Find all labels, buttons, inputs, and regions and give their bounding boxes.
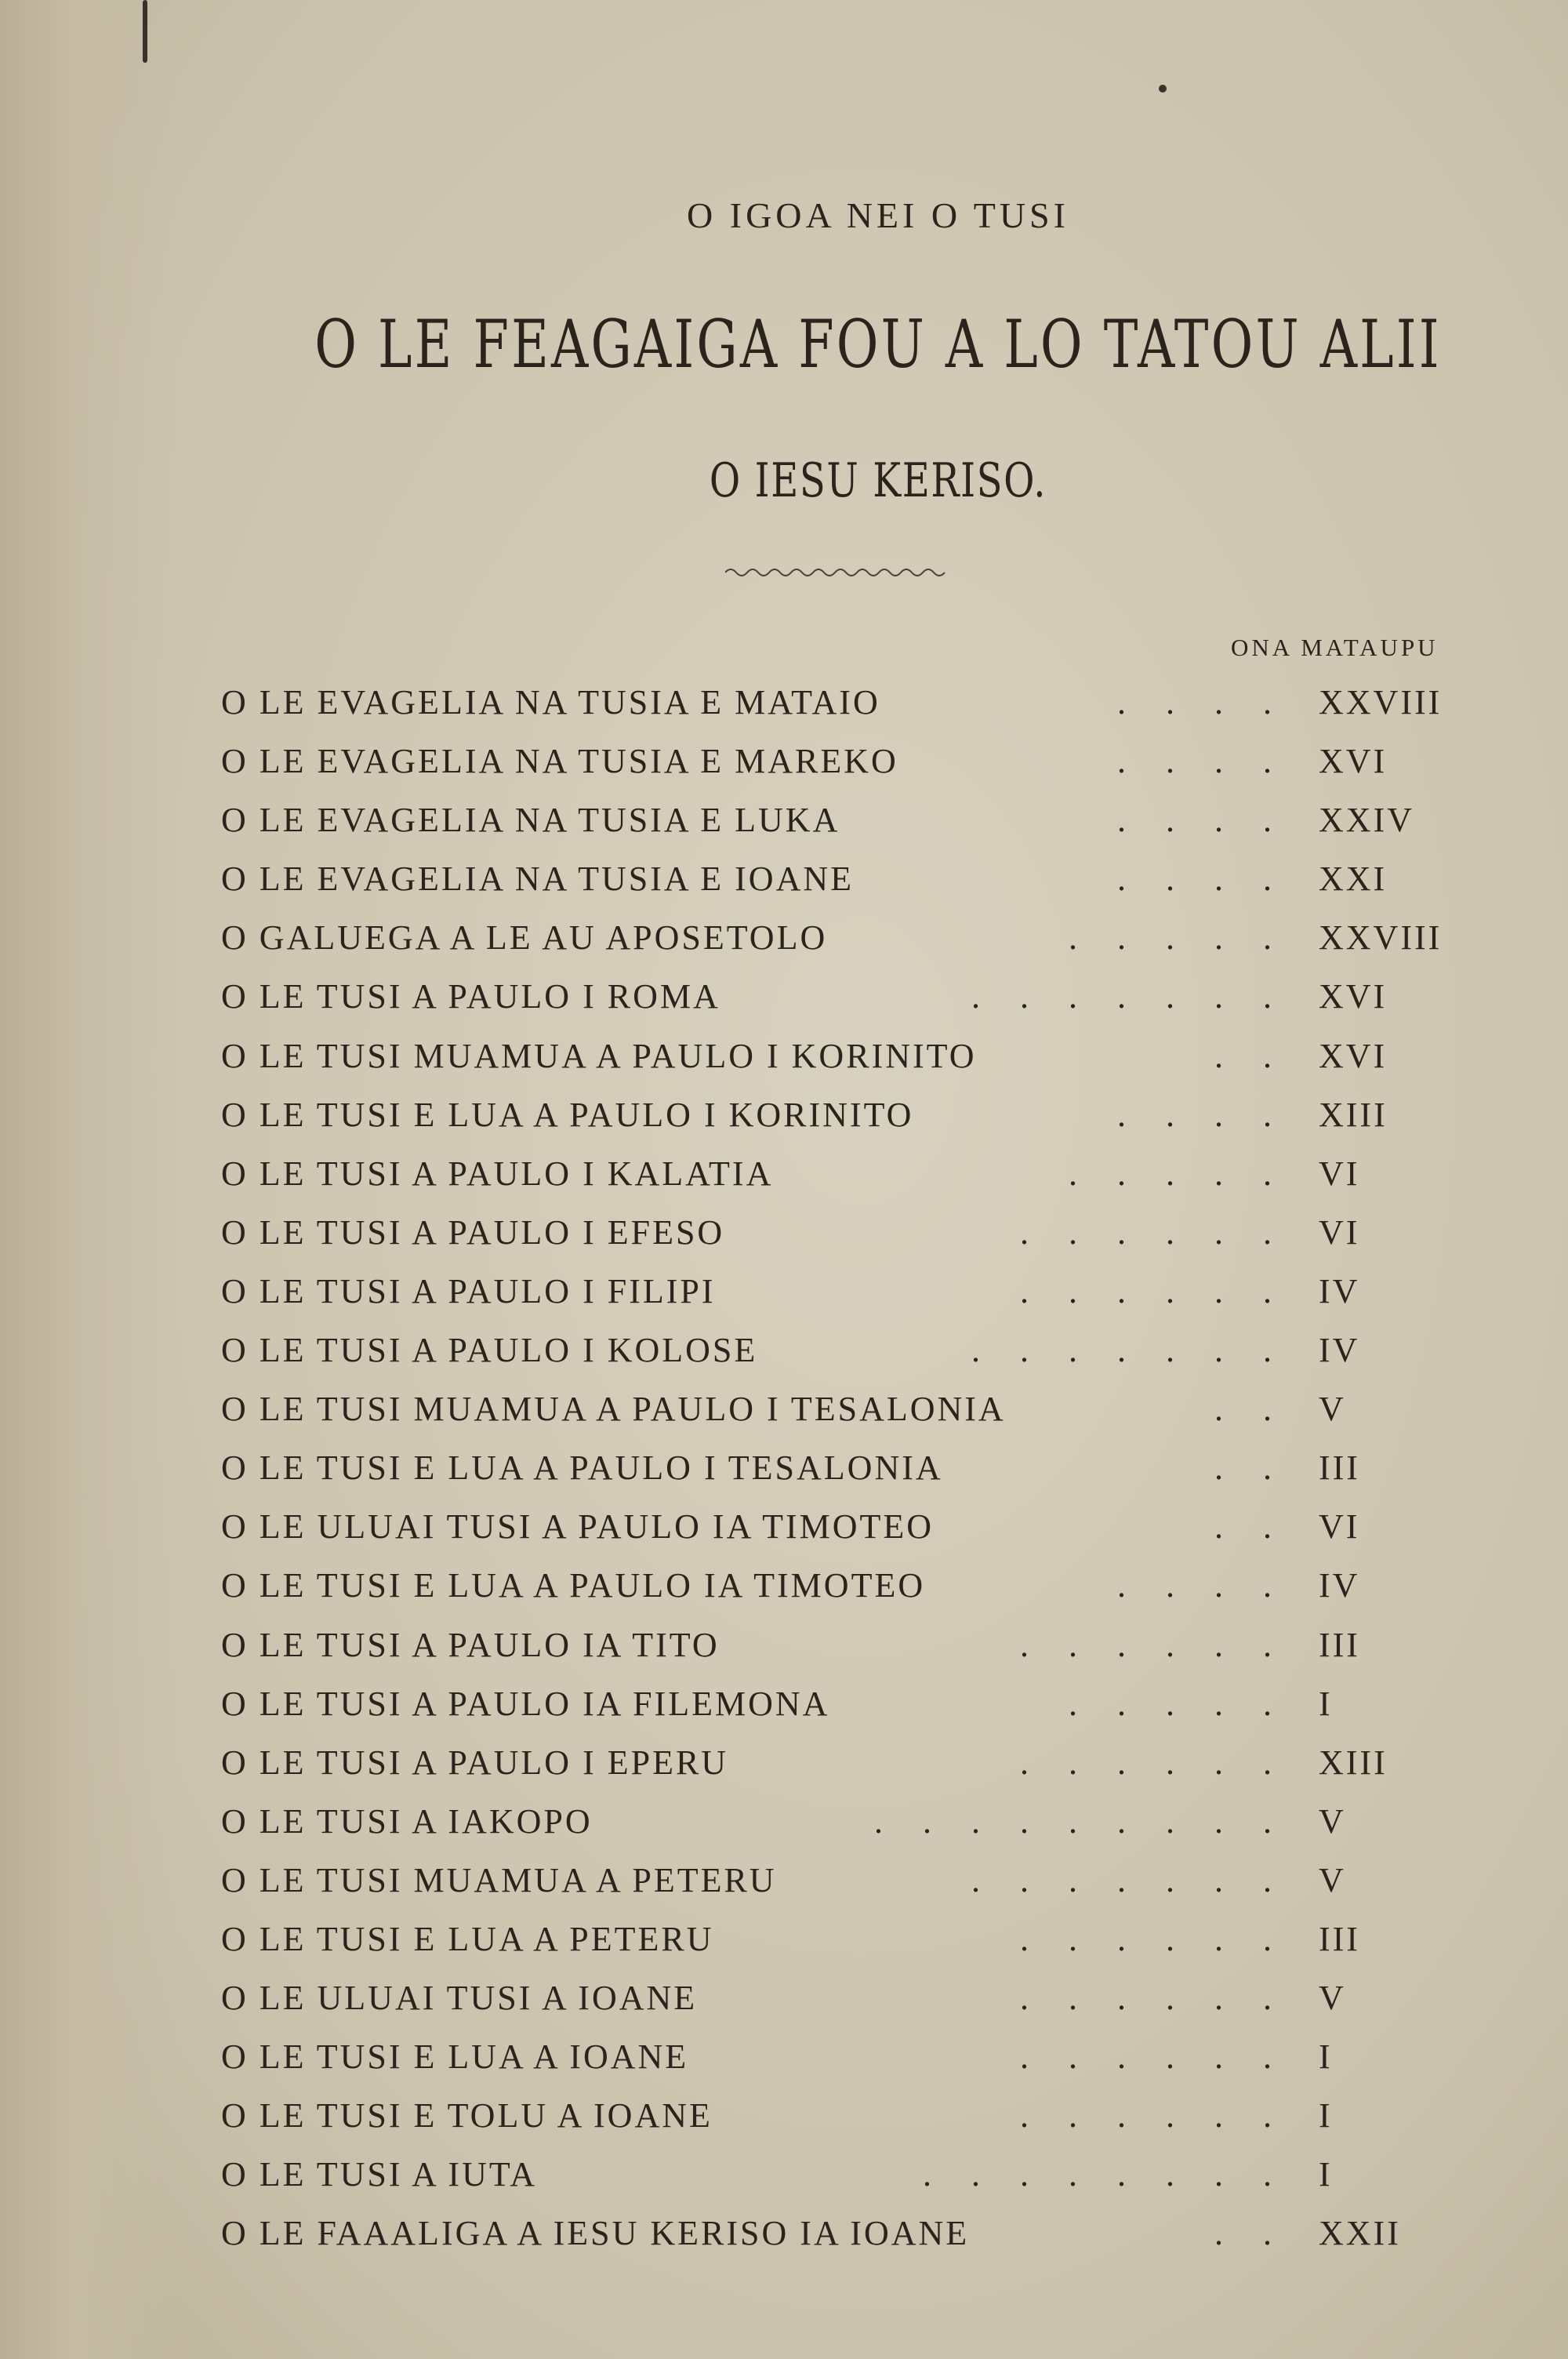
book-title: O LE TUSI E LUA A PAULO I KORINITO bbox=[221, 1095, 914, 1134]
book-title: O LE TUSI E LUA A IOANE bbox=[221, 2037, 689, 2077]
toc-row bbox=[221, 911, 1475, 970]
book-title: O LE TUSI A IUTA bbox=[221, 2155, 537, 2194]
book-title: O LE TUSI A PAULO I EPERU bbox=[221, 1743, 729, 1782]
dot-leader: . . bbox=[1214, 1507, 1272, 1547]
toc-row bbox=[221, 852, 1475, 911]
toc-row bbox=[221, 1324, 1475, 1383]
dot-leader: . . . . . bbox=[1069, 1154, 1272, 1193]
column-header-chapters: ONA MATAUPU bbox=[1231, 634, 1439, 661]
toc-row bbox=[221, 1854, 1475, 1913]
book-title: O LE EVAGELIA NA TUSIA E MATAIO bbox=[221, 683, 880, 722]
toc-row bbox=[221, 735, 1475, 794]
toc-row bbox=[221, 1913, 1475, 1972]
dot-leader: . . . . . . bbox=[1020, 1979, 1272, 2018]
chapter-count: XXII bbox=[1319, 2214, 1401, 2253]
chapter-count: XVI bbox=[1319, 977, 1388, 1016]
chapter-count: IV bbox=[1319, 1566, 1360, 1605]
book-title: O LE TUSI A PAULO IA TITO bbox=[221, 1625, 720, 1664]
chapter-count: XVI bbox=[1319, 1036, 1388, 1075]
book-title: O LE TUSI E LUA A PAULO IA TIMOTEO bbox=[221, 1566, 926, 1605]
page-title: O LE FEAGAIGA FOU A LO TATOU ALII bbox=[314, 306, 1442, 383]
chapter-count: XXVIII bbox=[1319, 683, 1443, 722]
chapter-count: XXVIII bbox=[1319, 918, 1443, 958]
book-title: O LE FAAALIGA A IESU KERISO IA IOANE bbox=[221, 2214, 970, 2253]
dot-leader: . . . . . . . . . bbox=[874, 1801, 1272, 1841]
chapter-count: VI bbox=[1319, 1212, 1360, 1252]
chapter-count: XIII bbox=[1319, 1095, 1388, 1134]
toc-row bbox=[221, 1795, 1475, 1854]
chapter-count: V bbox=[1319, 1860, 1346, 1899]
book-title: O LE TUSI A IAKOPO bbox=[221, 1801, 593, 1841]
chapter-count: XXI bbox=[1319, 860, 1388, 899]
chapter-count: IV bbox=[1319, 1331, 1360, 1370]
book-title: O LE TUSI A PAULO I EFESO bbox=[221, 1212, 725, 1252]
toc-row bbox=[221, 1736, 1475, 1795]
toc-row bbox=[221, 1206, 1475, 1265]
book-title: O LE EVAGELIA NA TUSIA E IOANE bbox=[221, 860, 854, 899]
dot-leader: . . . . bbox=[1117, 1566, 1272, 1605]
chapter-count: XIII bbox=[1319, 1743, 1388, 1782]
dot-leader: . . . . . . bbox=[1020, 1625, 1272, 1664]
toc-row bbox=[221, 1441, 1475, 1500]
dot-leader: . . . . . bbox=[1069, 918, 1272, 958]
book-title: O LE TUSI E TOLU A IOANE bbox=[221, 2096, 713, 2135]
book-title: O LE TUSI E LUA A PAULO I TESALONIA bbox=[221, 1448, 943, 1488]
toc-row bbox=[221, 1619, 1475, 1677]
dot-leader: . . . . . . bbox=[1020, 1743, 1272, 1782]
toc-row bbox=[221, 1677, 1475, 1736]
toc-row bbox=[221, 2148, 1475, 2207]
toc-row bbox=[221, 1265, 1475, 1324]
dot-leader: . . . . . . bbox=[1020, 1212, 1272, 1252]
chapter-count: I bbox=[1319, 1684, 1333, 1723]
chapter-count: III bbox=[1319, 1919, 1360, 1958]
toc-row bbox=[221, 970, 1475, 1029]
chapter-count: V bbox=[1319, 1801, 1346, 1841]
dot-leader: . . . . . . . bbox=[971, 977, 1272, 1016]
toc-row bbox=[221, 1972, 1475, 2030]
dot-leader: . . bbox=[1214, 1390, 1272, 1429]
dot-leader: . . . . . . bbox=[1020, 2096, 1272, 2135]
book-title: O LE TUSI MUAMUA A PETERU bbox=[221, 1860, 777, 1899]
ink-speck bbox=[1159, 85, 1167, 93]
chapter-count: VI bbox=[1319, 1154, 1360, 1193]
chapter-count: VI bbox=[1319, 1507, 1360, 1547]
toc-row bbox=[221, 2207, 1475, 2266]
book-title: O LE TUSI A PAULO I ROMA bbox=[221, 977, 720, 1016]
dot-leader: . . . . bbox=[1117, 742, 1272, 781]
dot-leader: . . . . . bbox=[1069, 1684, 1272, 1723]
dot-leader: . . bbox=[1214, 1036, 1272, 1075]
toc-row bbox=[221, 1030, 1475, 1089]
chapter-count: III bbox=[1319, 1625, 1360, 1664]
dot-leader: . . . . . . bbox=[1020, 1919, 1272, 1958]
chapter-count: V bbox=[1319, 1979, 1346, 2018]
page-subtitle: O IESU KERISO. bbox=[709, 453, 1047, 508]
dot-leader: . . . . . . bbox=[1020, 1271, 1272, 1310]
dot-leader: . . . . bbox=[1117, 683, 1272, 722]
chapter-count: XXIV bbox=[1319, 801, 1414, 840]
book-title: O GALUEGA A LE AU APOSETOLO bbox=[221, 918, 828, 958]
book-title: O LE TUSI A PAULO I KOLOSE bbox=[221, 1331, 758, 1370]
ornament-divider bbox=[725, 565, 953, 580]
book-title: O LE TUSI A PAULO IA FILEMONA bbox=[221, 1684, 830, 1723]
dot-leader: . . . . . . bbox=[1020, 2037, 1272, 2077]
dot-leader: . . . . bbox=[1117, 801, 1272, 840]
toc-row bbox=[221, 2030, 1475, 2089]
book-title: O LE EVAGELIA NA TUSIA E MAREKO bbox=[221, 742, 898, 781]
spine-ink-mark bbox=[143, 0, 147, 63]
toc-row bbox=[221, 676, 1475, 735]
chapter-count: I bbox=[1319, 2155, 1333, 2194]
dot-leader: . . . . . . . bbox=[971, 1331, 1272, 1370]
dot-leader: . . . . . . . bbox=[971, 1860, 1272, 1899]
book-title: O LE TUSI A PAULO I FILIPI bbox=[221, 1271, 716, 1310]
book-title: O LE TUSI E LUA A PETERU bbox=[221, 1919, 714, 1958]
chapter-count: III bbox=[1319, 1448, 1360, 1488]
chapter-count: IV bbox=[1319, 1271, 1360, 1310]
book-title: O LE EVAGELIA NA TUSIA E LUKA bbox=[221, 801, 840, 840]
toc-row bbox=[221, 1383, 1475, 1441]
pre-title: O IGOA NEI O TUSI bbox=[687, 195, 1069, 235]
chapter-count: I bbox=[1319, 2037, 1333, 2077]
toc-row bbox=[221, 2089, 1475, 2148]
dot-leader: . . . . bbox=[1117, 1095, 1272, 1134]
book-title: O LE TUSI A PAULO I KALATIA bbox=[221, 1154, 774, 1193]
chapter-count: V bbox=[1319, 1390, 1346, 1429]
dot-leader: . . . . bbox=[1117, 860, 1272, 899]
book-title: O LE ULUAI TUSI A PAULO IA TIMOTEO bbox=[221, 1507, 935, 1547]
book-title: O LE TUSI MUAMUA A PAULO I TESALONIA bbox=[221, 1390, 1006, 1429]
toc-row bbox=[221, 1089, 1475, 1147]
book-title: O LE ULUAI TUSI A IOANE bbox=[221, 1979, 698, 2018]
dot-leader: . . bbox=[1214, 2214, 1272, 2253]
toc-row bbox=[221, 794, 1475, 852]
dot-leader: . . bbox=[1214, 1448, 1272, 1488]
chapter-count: I bbox=[1319, 2096, 1333, 2135]
chapter-count: XVI bbox=[1319, 742, 1388, 781]
toc-row bbox=[221, 1559, 1475, 1618]
dot-leader: . . . . . . . . bbox=[923, 2155, 1272, 2194]
book-title: O LE TUSI MUAMUA A PAULO I KORINITO bbox=[221, 1036, 977, 1075]
table-of-contents bbox=[221, 676, 1475, 2266]
toc-row bbox=[221, 1500, 1475, 1559]
toc-row bbox=[221, 1147, 1475, 1206]
page-gutter bbox=[0, 0, 180, 2359]
